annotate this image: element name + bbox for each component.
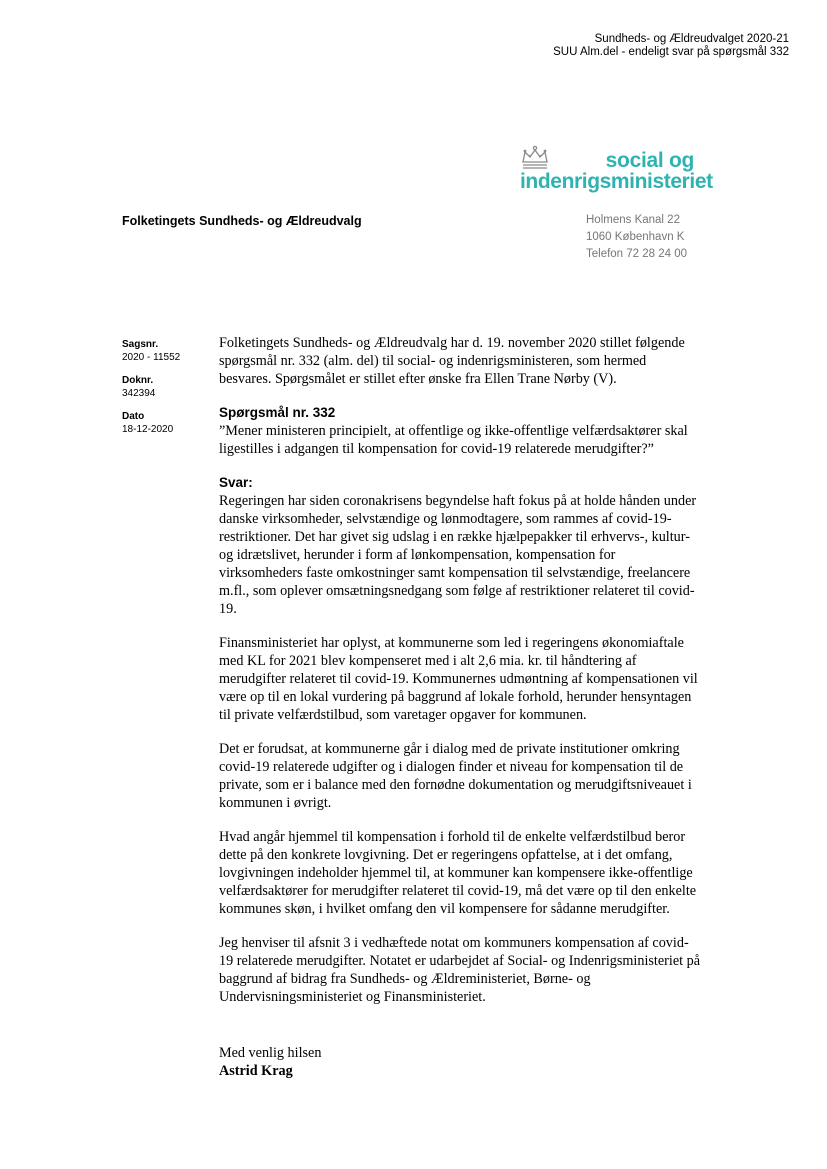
question-heading: Spørgsmål nr. 332 (219, 405, 336, 420)
answer-paragraph: Det er forudsat, at kommunerne går i dialog med de private institutioner omkring covid-19 relaterede udgifter og i dialogen finder et niveau for kompensation til de private, som er i balance med den fornødne dokumentation og merudgiftsniveauet i kommunen i øvrigt. (219, 741, 692, 811)
address-city: 1060 København K (586, 231, 685, 243)
sender-address (586, 212, 687, 263)
logo-text-line1: social og (605, 149, 694, 172)
document-reference (553, 33, 789, 59)
intro-paragraph: Folketingets Sundheds- og Ældreudvalg har d. 19. november 2020 stillet følgende spørgsmål nr. 332 (alm. del) til social- og indenrigsministeren, som hermed besvares. Spørgsmålet er stillet efter ønske fra Ellen Trane Nørby (V). (219, 335, 685, 387)
signature-block (219, 1044, 701, 1080)
question-block (219, 404, 701, 458)
answer-paragraph: Jeg henviser til afsnit 3 i vedhæftede notat om kommuners kompensation af covid-19 relaterede merudgifter. Notatet er udarbejdet af Social- og Indenrigsministeriet på baggrund af bidrag fra Sundheds- og Ældreministeriet, Børne- og Undervisningsministeriet og Finansministeriet. (219, 935, 701, 1005)
committee-session: Sundheds- og Ældreudvalget 2020-21 (594, 33, 789, 45)
answer-paragraph: Hvad angår hjemmel til kompensation i forhold til de enkelte velfærdstilbud beror dette på den konkrete lovgivning. Det er regeringens opfattelse, at i det omfang, lovgivningen indeholder hjemmel til, at kommuner kan kompensere ikke-offentlige velfærdsaktører for merudgifter relateret til covid-19, må det være op til den enkelte kommunes skøn, i hvilket omfang den vil kompensere for sådanne merudgifter. (219, 829, 697, 917)
logo-text-line2: indenrigsministeriet (520, 170, 713, 193)
case-number (122, 339, 212, 364)
closing-greeting: Med venlig hilsen (219, 1045, 322, 1061)
question-reference: SUU Alm.del - endeligt svar på spørgsmål 332 (553, 46, 789, 58)
letter-body (219, 334, 701, 1080)
case-number-label: Sagsnr. (122, 339, 159, 350)
signatory-name: Astrid Krag (219, 1063, 293, 1079)
crown-icon (520, 145, 550, 171)
ministry-logo (520, 145, 713, 195)
answer-paragraph: Regeringen har siden coronakrisens begyndelse haft fokus på at holde hånden under danske virksomheder, selvstændige og lønmodtagere, som rammes af covid-19-restriktioner. Det har givet sig udslag i en række hjælpepakker til erhvervs-, kultur- og idrætslivet, herunder i form af lønkompensation, kompensation for virksomheders faste omkostninger samt kompensation til selvstændige, freelancere m.fl., som oplever omsætningsnedgang som følge af restriktioner relateret til covid-19. (219, 493, 697, 617)
document-number-value: 342394 (122, 387, 156, 399)
case-metadata (122, 339, 212, 447)
recipient: Folketingets Sundheds- og Ældreudvalg (122, 214, 362, 228)
date-value: 18-12-2020 (122, 423, 174, 435)
date-label: Dato (122, 411, 145, 422)
address-street: Holmens Kanal 22 (586, 214, 680, 226)
question-text: ”Mener ministeren principielt, at offentlige og ikke-offentlige velfærdsaktører skal ligestilles i adgangen til kompensation for covid-19 relaterede merudgifter?” (219, 423, 688, 457)
address-phone: Telefon 72 28 24 00 (586, 248, 688, 260)
answer-heading: Svar: (219, 475, 253, 490)
case-number-value: 2020 - 11552 (122, 351, 181, 363)
document-number (122, 375, 212, 400)
document-date (122, 411, 212, 436)
answer-paragraph: Finansministeriet har oplyst, at kommunerne som led i regeringens økonomiaftale med KL for 2021 blev kompenseret med i alt 2,6 mia. kr. til håndtering af merudgifter relateret til covid-19. Kommunernes udmøntning af kompensationen vil være op til en lokal vurdering på baggrund af lokale forhold, herunder hensyntagen til private velfærdstilbud, som varetager opgaver for kommunen. (219, 635, 698, 723)
answer-block (219, 474, 701, 618)
document-number-label: Doknr. (122, 375, 154, 386)
